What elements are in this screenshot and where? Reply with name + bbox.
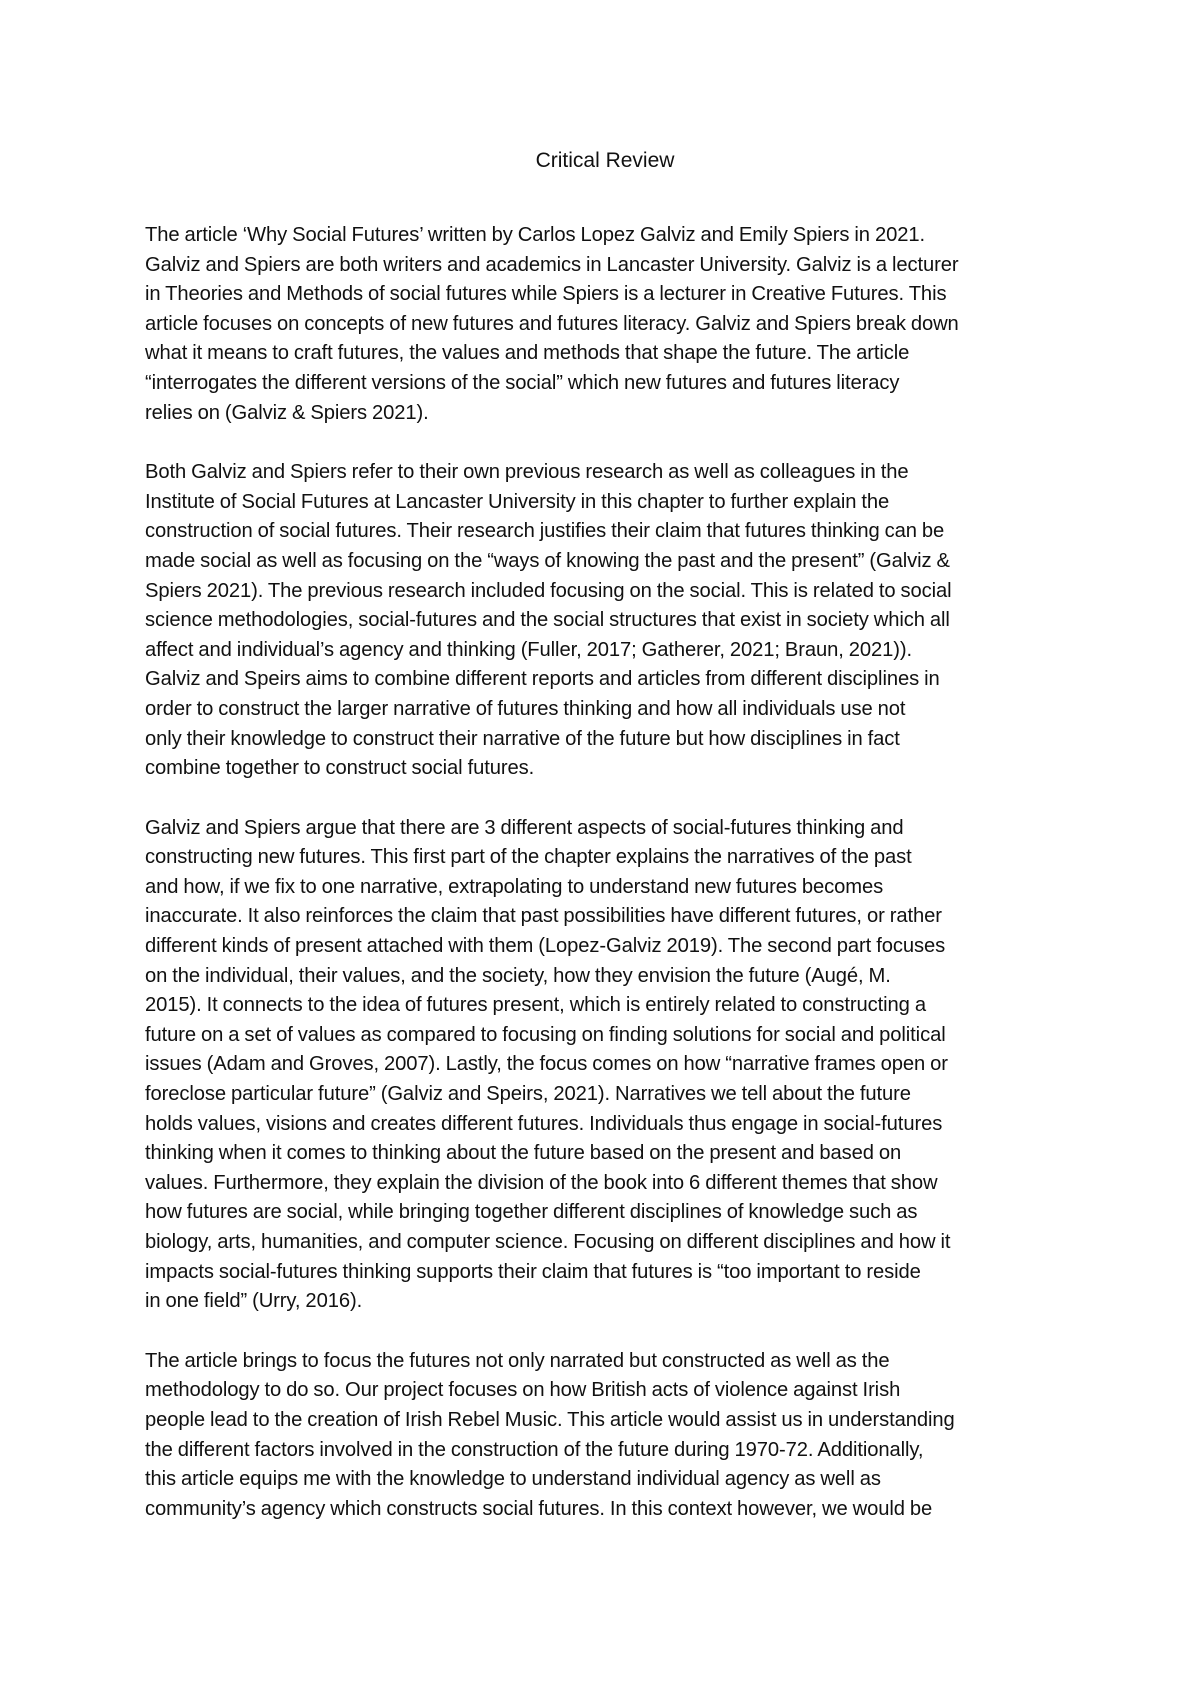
text-line: Institute of Social Futures at Lancaster University in this chapter to further explain the bbox=[145, 490, 890, 513]
document-title: Critical Review bbox=[535, 149, 675, 172]
text-line: foreclose particular future” (Galviz and Speirs, 2021). Narratives we tell about the future bbox=[145, 1083, 911, 1106]
paragraph-1 bbox=[145, 221, 1065, 428]
text-line: different kinds of present attached with them (Lopez-Galviz 2019). The second part focuses bbox=[145, 935, 946, 958]
text-line: article focuses on concepts of new futures and futures literacy. Galviz and Spiers break down bbox=[145, 312, 959, 335]
text-line: affect and individual’s agency and thinking (Fuller, 2017; Gatherer, 2021; Braun, 2021)). bbox=[145, 638, 913, 661]
text-line: biology, arts, humanities, and computer science. Focusing on different disciplines and how it bbox=[145, 1231, 951, 1253]
text-line: “interrogates the different versions of the social” which new futures and futures literacy bbox=[145, 371, 900, 394]
text-line: relies on (Galviz & Spiers 2021). bbox=[145, 401, 429, 424]
text-line: people lead to the creation of Irish Rebel Music. This article would assist us in understanding bbox=[145, 1408, 955, 1431]
text-line: impacts social-futures thinking supports their claim that futures is “too important to reside bbox=[145, 1260, 921, 1283]
text-line: combine together to construct social futures. bbox=[145, 757, 535, 780]
text-line: Galviz and Spiers are both writers and academics in Lancaster University. Galviz is a lecturer bbox=[145, 253, 959, 276]
text-line: issues (Adam and Groves, 2007). Lastly, the focus comes on how “narrative frames open or bbox=[145, 1053, 948, 1076]
text-line: what it means to craft futures, the values and methods that shape the future. The article bbox=[145, 342, 910, 365]
text-line: thinking when it comes to thinking about the future based on the present and based on bbox=[145, 1142, 902, 1165]
text-line: 2015). It connects to the idea of futures present, which is entirely related to constructing a bbox=[145, 994, 926, 1017]
text-line: constructing new futures. This first part of the chapter explains the narratives of the past bbox=[145, 846, 912, 869]
text-line: and how, if we fix to one narrative, extrapolating to understand new futures becomes bbox=[145, 875, 884, 898]
text-line: on the individual, their values, and the society, how they envision the future (Augé, M. bbox=[145, 964, 891, 987]
text-line: the different factors involved in the construction of the future during 1970-72. Additionally, bbox=[145, 1438, 924, 1461]
paragraph-4 bbox=[145, 1347, 1065, 1525]
text-line: Spiers 2021). The previous research included focusing on the social. This is related to social bbox=[145, 579, 952, 602]
text-line: science methodologies, social-futures and the social structures that exist in society which all bbox=[145, 609, 950, 632]
text-line: future on a set of values as compared to focusing on finding solutions for social and political bbox=[145, 1023, 946, 1046]
text-line: Both Galviz and Spiers refer to their own previous research as well as colleagues in the bbox=[145, 461, 909, 484]
text-line: order to construct the larger narrative of futures thinking and how all individuals use not bbox=[145, 697, 906, 720]
document-body bbox=[145, 221, 1065, 1524]
text-line: this article equips me with the knowledge to understand individual agency as well as bbox=[145, 1468, 881, 1491]
text-line: in one field” (Urry, 2016). bbox=[145, 1290, 363, 1313]
text-line: inaccurate. It also reinforces the claim that past possibilities have different futures, or rather bbox=[145, 905, 942, 928]
paragraph-3 bbox=[145, 814, 1065, 1317]
paragraph-2 bbox=[145, 458, 1065, 784]
text-line: values. Furthermore, they explain the division of the book into 6 different themes that show bbox=[145, 1171, 938, 1194]
text-line: how futures are social, while bringing together different disciplines of knowledge such as bbox=[145, 1201, 918, 1224]
text-line: only their knowledge to construct their narrative of the future but how disciplines in fact bbox=[145, 727, 900, 750]
text-line: The article brings to focus the futures not only narrated but constructed as well as the bbox=[145, 1349, 890, 1372]
text-line: The article ‘Why Social Futures’ written by Carlos Lopez Galviz and Emily Spiers in 2021. bbox=[145, 224, 925, 246]
text-line: holds values, visions and creates different futures. Individuals thus engage in social-futures bbox=[145, 1112, 943, 1135]
text-line: made social as well as focusing on the “ways of knowing the past and the present” (Galviz & bbox=[145, 549, 950, 572]
text-line: community’s agency which constructs social futures. In this context however, we would be bbox=[145, 1497, 933, 1520]
text-line: Galviz and Speirs aims to combine different reports and articles from different disciplines in bbox=[145, 668, 940, 691]
text-line: Galviz and Spiers argue that there are 3 different aspects of social-futures thinking and bbox=[145, 816, 904, 839]
text-line: construction of social futures. Their research justifies their claim that futures thinking can be bbox=[145, 520, 945, 543]
text-line: methodology to do so. Our project focuses on how British acts of violence against Irish bbox=[145, 1379, 901, 1402]
document-page bbox=[145, 146, 1065, 1554]
text-line: in Theories and Methods of social futures while Spiers is a lecturer in Creative Futures. This bbox=[145, 283, 947, 306]
